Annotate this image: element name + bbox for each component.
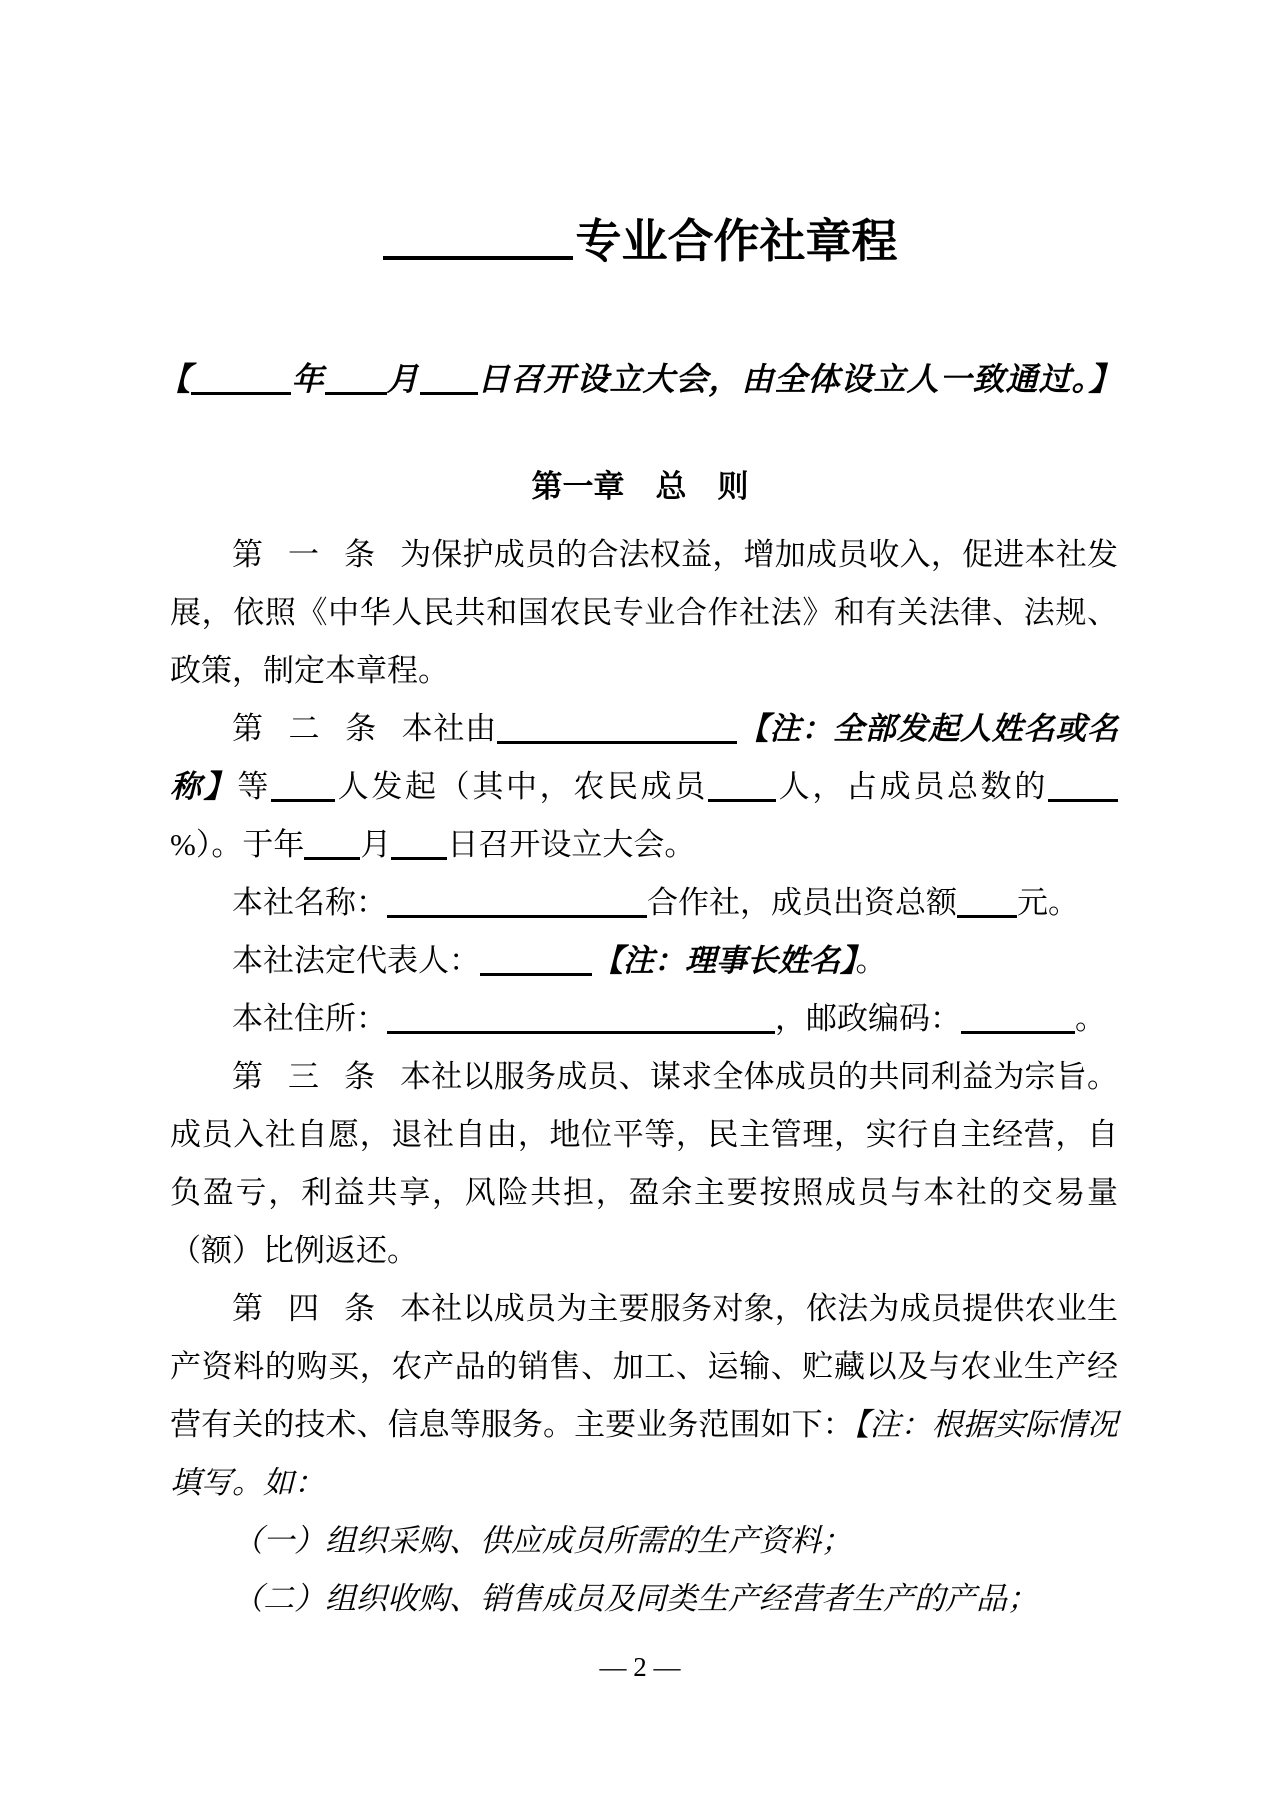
paragraph-article-3 — [170, 1048, 1118, 1280]
text-run: 为保护成员的合法权益，增加成员收入，促进本社发展，依照《中华人民共和国农民专业合作社法》和有关法律、法规、政策，制定本章程。 — [170, 537, 1118, 688]
text-run: 日召开设立大会。 — [447, 827, 696, 862]
text-run: 月 — [386, 361, 420, 397]
paragraph-note-item-2 — [170, 1570, 1118, 1628]
text-run: 本社由 — [401, 711, 497, 746]
fill-in-blank-line — [383, 256, 573, 260]
text-run: %）。于年 — [170, 827, 305, 862]
chapter-heading: 第一章 总 则 — [531, 469, 749, 504]
fill-in-blank-line — [271, 799, 335, 802]
fill-in-blank-line — [325, 392, 387, 395]
text-run: 【注：根据实际情况填写。如： — [170, 1407, 1119, 1500]
text-run: 【 — [158, 361, 192, 397]
fill-in-blank-line — [387, 915, 647, 918]
paragraph-legal-representative — [170, 932, 1118, 990]
document-title — [0, 212, 1280, 270]
text-run: 合作社，成员出资总额 — [647, 885, 957, 920]
text-run: 月 — [360, 827, 392, 862]
fill-in-blank-line — [420, 392, 478, 395]
text-run: 元。 — [1017, 885, 1079, 920]
fill-in-blank-line — [961, 1031, 1075, 1034]
text-run: 本社名称： — [232, 885, 387, 920]
paragraph-note-item-1 — [170, 1512, 1118, 1570]
adoption-note-line — [0, 354, 1280, 404]
fill-in-blank-line — [708, 799, 776, 802]
paragraph-article-2 — [170, 700, 1118, 874]
page-number: — 2 — — [599, 1652, 681, 1682]
text-run: 第二条 — [232, 711, 402, 746]
fill-in-blank-line — [480, 973, 592, 976]
fill-in-blank-line — [391, 857, 447, 860]
text-run: 。 — [855, 943, 887, 978]
text-run: 日召开设立大会，由全体设立人一致通过。】 — [477, 361, 1122, 397]
text-run: 人发起（其中，农民成员 — [335, 769, 709, 804]
fill-in-blank-line — [191, 392, 291, 395]
text-run: 第四条 — [232, 1291, 401, 1326]
text-run: 本社住所： — [232, 1001, 387, 1036]
text-run: 第一条 — [232, 537, 401, 572]
text-run: 。 — [1075, 1001, 1106, 1036]
fill-in-blank-line — [387, 1031, 775, 1034]
paragraph-address — [170, 990, 1118, 1048]
text-run: 本社以服务成员、谋求全体成员的共同利益为宗旨。成员入社自愿，退社自由，地位平等，民主管理，实行自主经营，自负盈亏，利益共享，风险共担，盈余主要按照成员与本社的交易量（额）比例返还。 — [170, 1059, 1118, 1268]
paragraph-article-1 — [170, 526, 1118, 700]
document-body — [170, 526, 1118, 1628]
text-run: 【注：全部发起人姓名或名称】 — [170, 711, 1118, 804]
fill-in-blank-line — [1048, 799, 1118, 802]
fill-in-blank-line — [304, 857, 360, 860]
text-run: 第三条 — [232, 1059, 401, 1094]
text-run: 等 — [237, 769, 272, 804]
text-run: 人，占成员总数的 — [776, 769, 1049, 804]
text-run: 年 — [291, 361, 325, 397]
text-run: （二）组织收购、销售成员及同类生产经营者生产的产品； — [232, 1581, 1038, 1616]
text-run: 本社法定代表人： — [232, 943, 480, 978]
fill-in-blank-line — [497, 741, 737, 744]
text-run: 专业合作社章程 — [575, 215, 898, 267]
fill-in-blank-line — [957, 915, 1017, 918]
text-run: 本社以成员为主要服务对象，依法为成员提供农业生产资料的购买，农产品的销售、加工、运输、贮藏以及与农业生产经营有关的技术、信息等服务。主要业务范围如下： — [170, 1291, 1118, 1442]
text-run: （一）组织采购、供应成员所需的生产资料； — [232, 1523, 852, 1558]
text-run: 【注：理事长姓名】 — [592, 943, 856, 978]
text-run: ，邮政编码： — [775, 1001, 961, 1036]
paragraph-coop-name — [170, 874, 1118, 932]
paragraph-article-4 — [170, 1280, 1118, 1512]
